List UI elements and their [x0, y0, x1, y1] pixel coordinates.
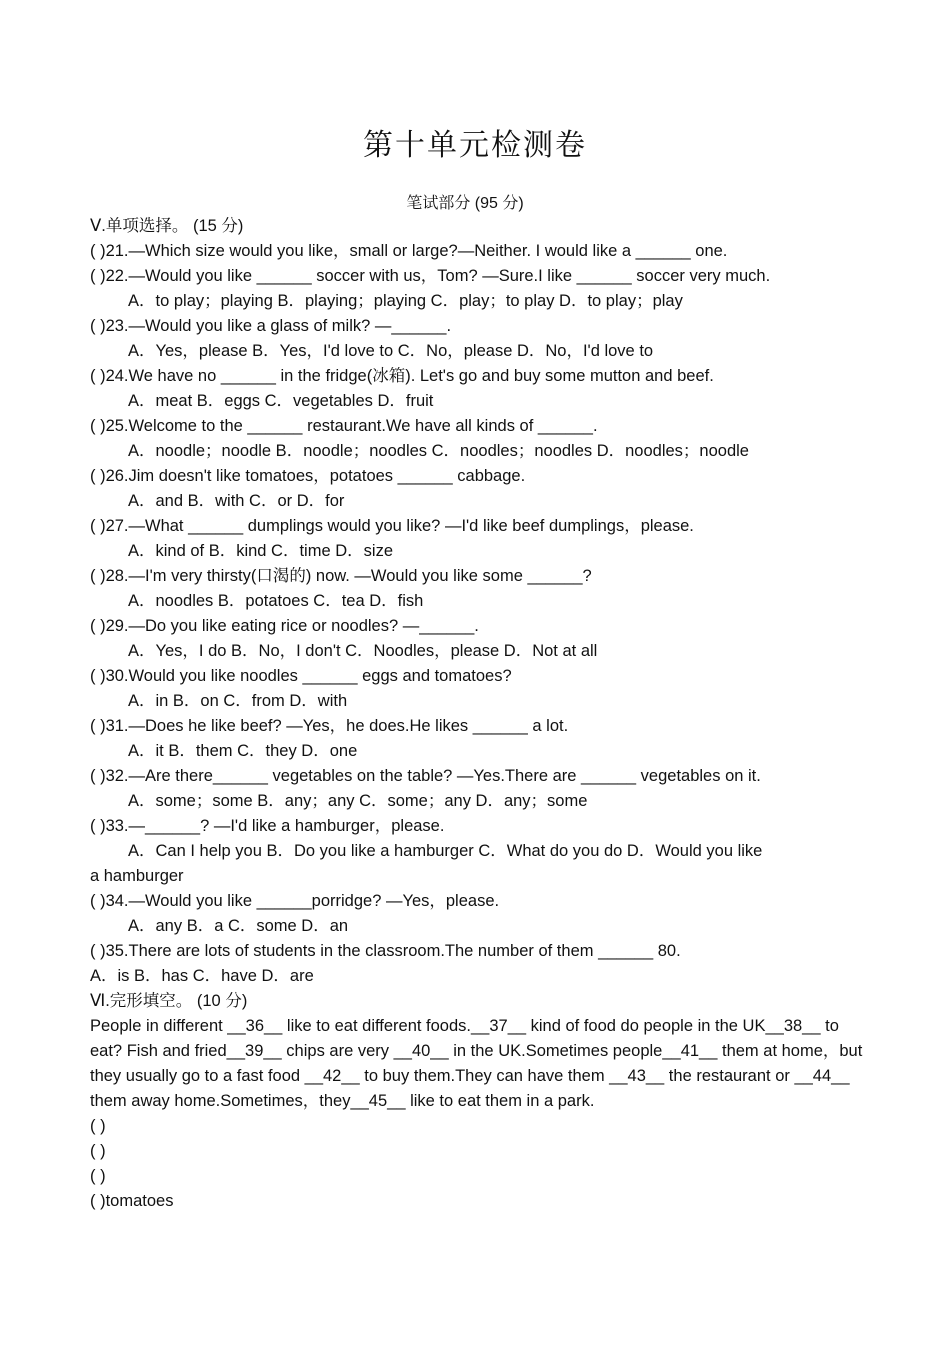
- section6-heading: Ⅵ.完形填空。 (10 分): [90, 992, 248, 1010]
- exam-content: [90, 214, 875, 1214]
- answer-line-1: ( ): [90, 1117, 106, 1135]
- cloze-passage: People in different __36__ like to eat different foods.__37__ kind of food do people in the UK__38__ to eat? Fish and fried__39__ chips are very __40__ in the UK.Sometimes people__41__ them at home，but they usually go to a fast food __42__ to buy them.They can have them __43__ the restaurant or __44__ them away home.Sometimes，they__45__ like to eat them in a park.: [90, 1017, 863, 1110]
- options-26: A．and B．with C．or D．for: [128, 492, 345, 510]
- options-25: A．noodle；noodle B．noodle；noodles C．noodles；noodles D．noodles；noodle: [128, 442, 749, 460]
- question-32: ( )32.—Are there______ vegetables on the table? —Yes.There are ______ vegetables on it.: [90, 767, 761, 785]
- options-33-continued: a hamburger: [90, 867, 184, 885]
- section5-heading: Ⅴ.单项选择。 (15 分): [90, 217, 244, 235]
- question-34: ( )34.—Would you like ______porridge? —Yes，please.: [90, 892, 500, 910]
- question-27: ( )27.—What ______ dumplings would you like? —I'd like beef dumplings，please.: [90, 517, 694, 535]
- question-26: ( )26.Jim doesn't like tomatoes，potatoes ______ cabbage.: [90, 467, 526, 485]
- question-29: ( )29.—Do you like eating rice or noodles? —______.: [90, 617, 479, 635]
- answer-line-2: ( ): [90, 1142, 106, 1160]
- options-28: A．noodles B．potatoes C．tea D．fish: [128, 592, 424, 610]
- question-28: ( )28.—I'm very thirsty(口渴的) now. —Would you like some ______?: [90, 567, 592, 585]
- answer-line-3: ( ): [90, 1167, 106, 1185]
- question-35: ( )35.There are lots of students in the classroom.The number of them ______ 80.: [90, 942, 681, 960]
- options-35: A．is B．has C．have D．are: [90, 967, 314, 985]
- options-33: A．Can I help you B．Do you like a hamburger C．What do you do D．Would you like: [128, 842, 763, 860]
- question-21: ( )21.—Which size would you like，small or large?—Neither. I would like a ______ one.: [90, 242, 728, 260]
- options-22: A．to play；playing B．playing；playing C．play；to play D．to play；play: [128, 292, 683, 310]
- page-title: 第十单元检测卷: [363, 128, 587, 163]
- options-23: A．Yes，please B．Yes，I'd love to C．No，please D．No，I'd love to: [128, 342, 654, 360]
- options-32: A．some；some B．any；any C．some；any D．any；some: [128, 792, 588, 810]
- question-33: ( )33.—______? —I'd like a hamburger，please.: [90, 817, 445, 835]
- answer-line-4: ( )tomatoes: [90, 1192, 174, 1210]
- options-24: A．meat B．eggs C．vegetables D．fruit: [128, 392, 434, 410]
- options-30: A．in B．on C．from D．with: [128, 692, 348, 710]
- question-23: ( )23.—Would you like a glass of milk? —______.: [90, 317, 452, 335]
- question-25: ( )25.Welcome to the ______ restaurant.We have all kinds of ______.: [90, 417, 598, 435]
- question-22: ( )22.—Would you like ______ soccer with us，Tom? —Sure.I like ______ soccer very much.: [90, 267, 771, 285]
- question-31: ( )31.—Does he like beef? —Yes，he does.He likes ______ a lot.: [90, 717, 569, 735]
- page-subtitle: 笔试部分 (95 分): [406, 195, 524, 212]
- options-34: A．any B．a C．some D．an: [128, 917, 349, 935]
- options-29: A．Yes，I do B．No，I don't C．Noodles，please D．Not at all: [128, 642, 598, 660]
- question-30: ( )30.Would you like noodles ______ eggs and tomatoes?: [90, 667, 512, 685]
- options-31: A．it B．them C．they D．one: [128, 742, 358, 760]
- question-24: ( )24.We have no ______ in the fridge(冰箱). Let's go and buy some mutton and beef.: [90, 367, 714, 385]
- options-27: A．kind of B．kind C．time D．size: [128, 542, 393, 560]
